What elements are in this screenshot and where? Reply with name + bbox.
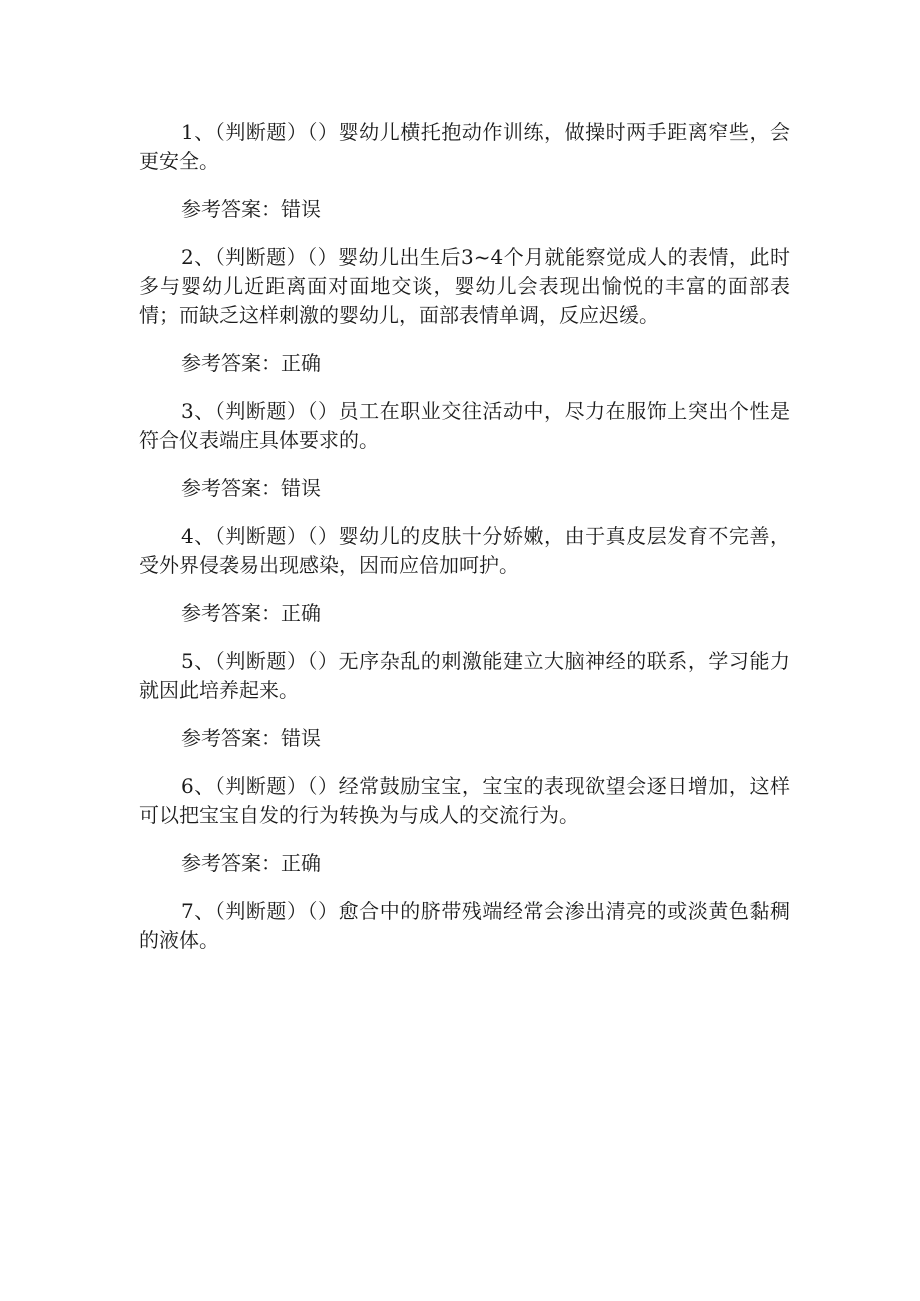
question-7: 7、（判断题）（）愈合中的脐带残端经常会渗出清亮的或淡黄色黏稠的液体。 — [139, 899, 790, 952]
answer-value: 正确 — [281, 601, 321, 625]
question-6: 6、（判断题）（）经常鼓励宝宝，宝宝的表现欲望会逐日增加，这样可以把宝宝自发的行为转换为与成人的交流行为。 — [139, 774, 790, 827]
answer-value: 正确 — [281, 351, 321, 375]
answer-4 — [181, 599, 790, 628]
question-1: 1、（判断题）（）婴幼儿横托抱动作训练，做操时两手距离窄些，会更安全。 — [139, 120, 790, 173]
answer-6 — [181, 849, 790, 878]
question-3: 3、（判断题）（）员工在职业交往活动中，尽力在服饰上突出个性是符合仪表端庄具体要求的。 — [139, 399, 790, 452]
answer-2 — [181, 349, 790, 378]
answer-label: 参考答案： — [181, 601, 281, 625]
answer-value: 错误 — [281, 476, 321, 500]
question-5: 5、（判断题）（）无序杂乱的刺激能建立大脑神经的联系，学习能力就因此培养起来。 — [139, 649, 790, 702]
question-list — [139, 118, 790, 955]
answer-3 — [181, 474, 790, 503]
question-2: 2、（判断题）（）婴幼儿出生后3~4个月就能察觉成人的表情，此时多与婴幼儿近距离面对面地交谈，婴幼儿会表现出愉悦的丰富的面部表情；而缺乏这样刺激的婴幼儿，面部表情单调，反应迟缓。 — [139, 245, 790, 327]
answer-1 — [181, 195, 790, 224]
answer-value: 错误 — [281, 197, 321, 221]
answer-label: 参考答案： — [181, 851, 281, 875]
answer-label: 参考答案： — [181, 726, 281, 750]
answer-5 — [181, 724, 790, 753]
question-4: 4、（判断题）（）婴幼儿的皮肤十分娇嫩，由于真皮层发育不完善，受外界侵袭易出现感染，因而应倍加呵护。 — [139, 524, 790, 577]
answer-label: 参考答案： — [181, 197, 281, 221]
answer-value: 错误 — [281, 726, 321, 750]
answer-label: 参考答案： — [181, 351, 281, 375]
answer-label: 参考答案： — [181, 476, 281, 500]
answer-value: 正确 — [281, 851, 321, 875]
